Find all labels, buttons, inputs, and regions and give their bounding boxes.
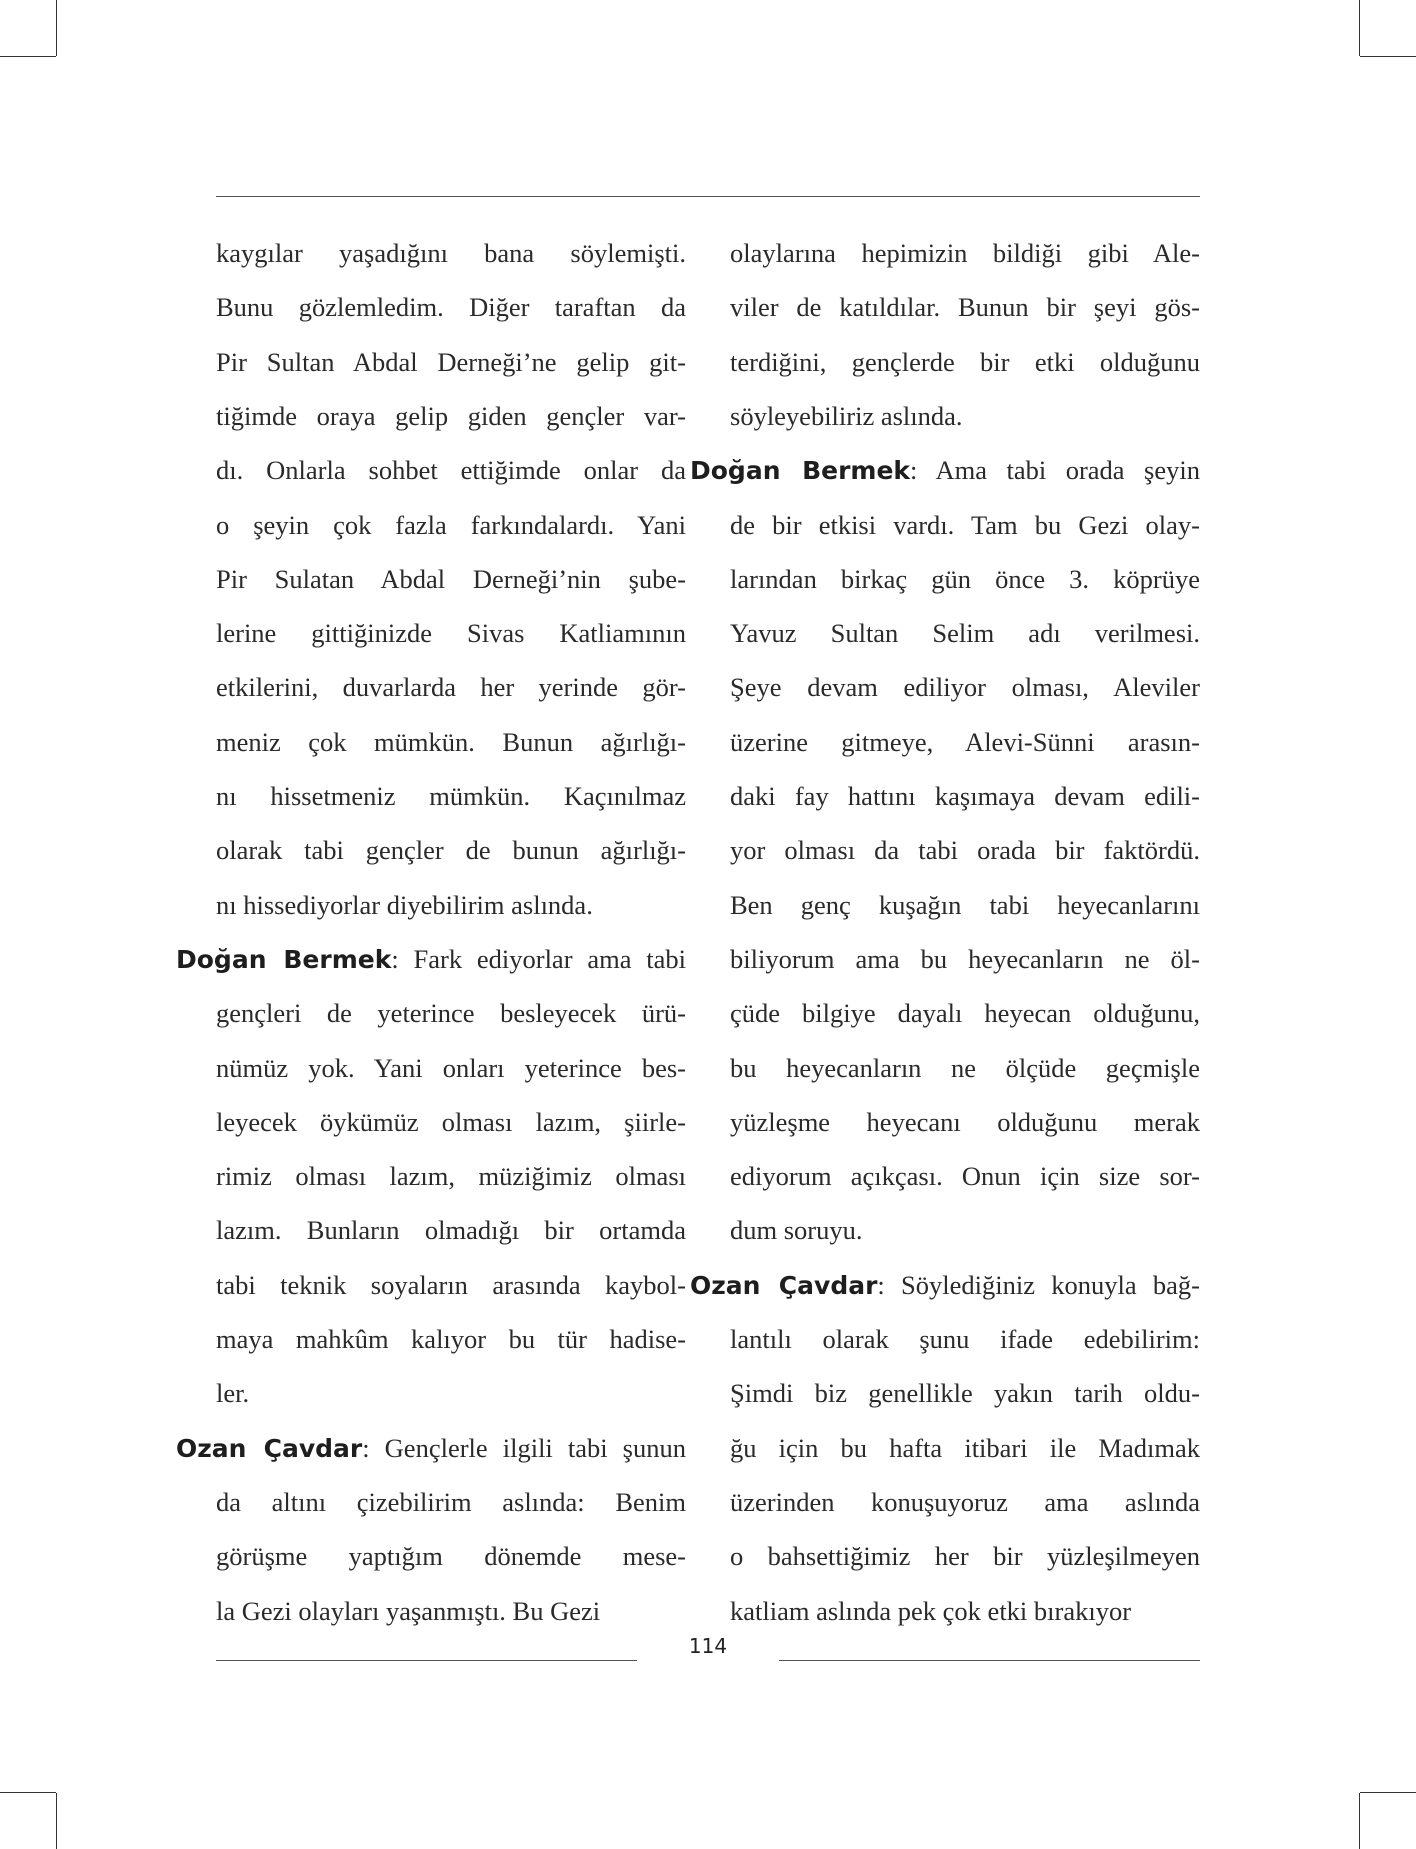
text-line: Bunu gözlemledim. Diğer taraftan da: [216, 292, 686, 323]
text-line: üzerinden konuşuyoruz ama aslında: [730, 1486, 1200, 1517]
text-line: çüde bilgiye dayalı heyecan olduğunu,: [730, 998, 1200, 1029]
text-line: olarak tabi gençler de bunun ağırlığı-: [216, 835, 686, 866]
text-line: o şeyin çok fazla farkındalardı. Yani: [216, 509, 686, 540]
text-line: tiğimde oraya gelip giden gençler var-: [216, 400, 686, 431]
speech-text: : Gençlerle ilgili tabi şunun: [362, 1432, 686, 1463]
text-line: yüzleşme heyecanı olduğunu merak: [730, 1106, 1200, 1137]
text-line: biliyorum ama bu heyecanların ne öl-: [730, 943, 1200, 974]
text-line: la Gezi olayları yaşanmıştı. Bu Gezi: [216, 1595, 601, 1626]
speaker-name: Ozan Çavdar: [176, 1433, 363, 1463]
text-line: söyleyebiliriz aslında.: [730, 400, 963, 431]
text-line: terdiğini, gençlerde bir etki olduğunu: [730, 346, 1200, 377]
crop-mark: [0, 56, 56, 57]
speaker-name: Ozan Çavdar: [690, 1270, 878, 1300]
text-line: dum soruyu.: [730, 1215, 863, 1246]
text-line: meniz çok mümkün. Bunun ağırlığı-: [216, 726, 686, 757]
text-line: nı hissediyorlar diyebilirim aslında.: [216, 889, 593, 920]
text-line: nümüz yok. Yani onları yeterince bes-: [216, 1052, 686, 1083]
text-line: o bahsettiğimiz her bir yüzleşilmeyen: [730, 1541, 1200, 1572]
text-line: ğu için bu hafta itibari ile Madımak: [730, 1432, 1200, 1463]
text-line: lantılı olarak şunu ifade edebilirim:: [730, 1324, 1200, 1354]
text-line: [176, 1421, 686, 1476]
speaker-name: Doğan Bermek: [176, 944, 392, 974]
crop-mark: [56, 0, 57, 56]
text-line: Ben genç kuşağın tabi heyecanlarını: [730, 889, 1200, 920]
text-line: da altını çizebilirim aslında: Benim: [216, 1486, 686, 1517]
text-line: ediyorum açıkçası. Onun için size sor-: [730, 1161, 1200, 1192]
text-line: kaygılar yaşadığını bana söylemişti.: [216, 238, 686, 268]
text-line: olaylarına hepimizin bildiği gibi Ale-: [730, 238, 1200, 268]
footer-rule-right: [779, 1660, 1200, 1661]
header-rule: [216, 196, 1200, 197]
text-line: de bir etkisi vardı. Tam bu Gezi olay-: [730, 509, 1200, 540]
text-line: maya mahkûm kalıyor bu tür hadise-: [216, 1324, 686, 1354]
text-line: etkilerini, duvarlarda her yerinde gör-: [216, 672, 686, 703]
text-line: katliam aslında pek çok etki bırakıyor: [730, 1595, 1132, 1626]
text-line: Yavuz Sultan Selim adı verilmesi.: [730, 618, 1200, 649]
text-line: lerine gittiğinizde Sivas Katliamının: [216, 618, 686, 649]
speaker-name: Doğan Bermek: [690, 456, 911, 486]
text-line: [176, 932, 686, 987]
text-line: leyecek öykümüz olması lazım, şiirle-: [216, 1106, 686, 1137]
speech-text: : Ama tabi orada şeyin: [910, 455, 1200, 486]
crop-mark: [56, 1793, 57, 1849]
text-line: larından birkaç gün önce 3. köprüye: [730, 563, 1200, 594]
text-line: bu heyecanların ne ölçüde geçmişle: [730, 1052, 1200, 1083]
text-line: nı hissetmeniz mümkün. Kaçınılmaz: [216, 781, 686, 811]
speech-text: : Fark ediyorlar ama tabi: [391, 943, 686, 974]
text-line: [690, 1258, 1200, 1313]
text-line: dı. Onlarla sohbet ettiğimde onlar da: [216, 455, 686, 486]
text-line: yor olması da tabi orada bir faktördü.: [730, 835, 1200, 866]
footer-rule-left: [216, 1660, 637, 1661]
text-line: rimiz olması lazım, müziğimiz olması: [216, 1161, 686, 1192]
text-line: [690, 443, 1200, 498]
speech-text: : Söylediğiniz konuyla bağ-: [877, 1269, 1200, 1300]
crop-mark: [1359, 1793, 1360, 1849]
text-line: Şimdi biz genellikle yakın tarih oldu-: [730, 1378, 1200, 1409]
text-line: Şeye devam ediliyor olması, Aleviler: [730, 672, 1200, 703]
crop-mark: [1360, 1792, 1416, 1793]
text-line: Pir Sulatan Abdal Derneği’nin şube-: [216, 563, 686, 594]
text-line: viler de katıldılar. Bunun bir şeyi gös-: [730, 292, 1200, 323]
text-line: tabi teknik soyaların arasında kaybol-: [216, 1269, 686, 1300]
text-line: ler.: [216, 1378, 250, 1409]
text-line: üzerine gitmeye, Alevi-Sünni arasın-: [730, 726, 1200, 757]
crop-mark: [0, 1792, 56, 1793]
text-line: lazım. Bunların olmadığı bir ortamda: [216, 1215, 686, 1246]
text-line: Pir Sultan Abdal Derneği’ne gelip git-: [216, 346, 686, 377]
crop-mark: [1360, 56, 1416, 57]
page-number: 114: [688, 1634, 728, 1658]
crop-mark: [1359, 0, 1360, 56]
text-line: daki fay hattını kaşımaya devam edili-: [730, 781, 1200, 811]
text-line: gençleri de yeterince besleyecek ürü-: [216, 998, 686, 1029]
text-line: görüşme yaptığım dönemde mese-: [216, 1541, 686, 1572]
